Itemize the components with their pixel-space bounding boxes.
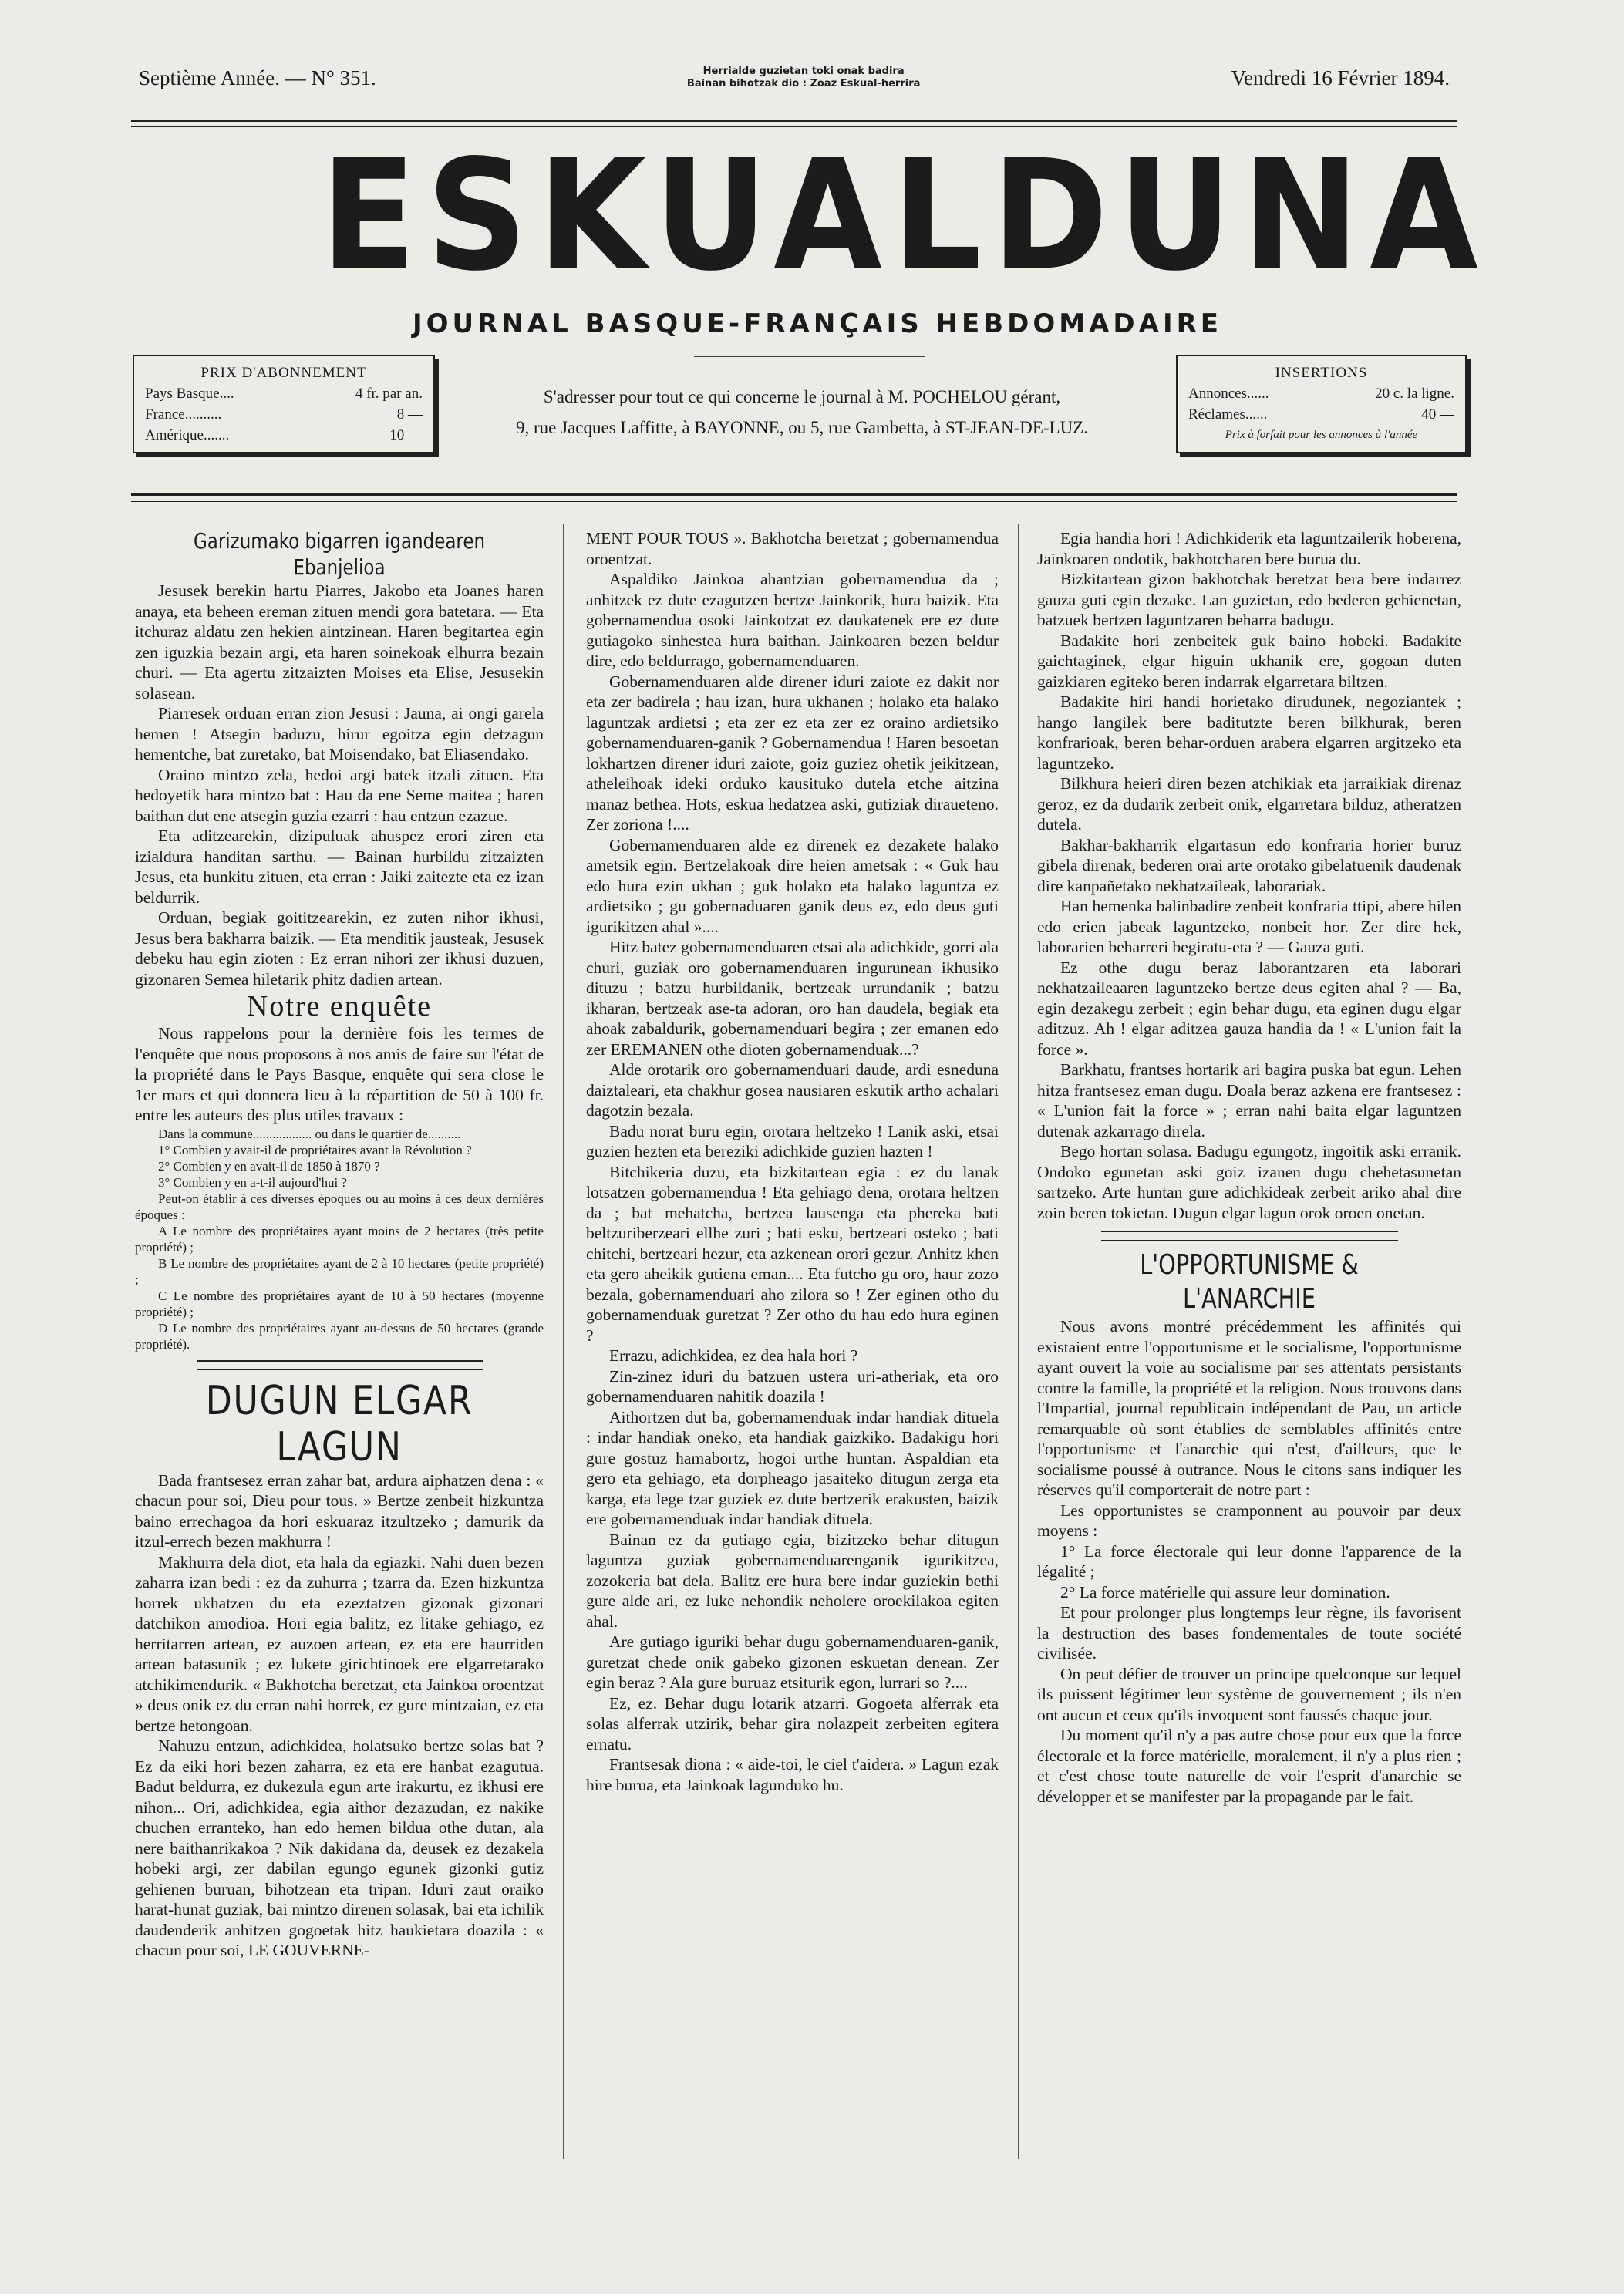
enquete-item: 2° Combien y en avait-il de 1850 à 1870 ? <box>158 1158 380 1174</box>
article-paragraph: Aspaldiko Jainkoa ahantzian gobernamendua da ; anhitzek ez dute ezagutzen bertze Jainkorik, hura baizik. Eta gobernamendua osoki Jainkotzat ez daukatenek ere ez dute gutiagoko sinhestea hura baithan. Jainkoaren bezen beldur dire, edo beldurrago, gobernamenduaren. <box>586 570 999 670</box>
sub-value: 8 — <box>396 406 423 423</box>
section-ornament <box>1101 1231 1398 1241</box>
address-line-1: S'adresser pour tout ce qui concerne le journal à M. POCHELOU gérant, <box>543 387 1061 406</box>
article-paragraph: Egia handia hori ! Adichkiderik eta laguntzailerik hoberena, Jainkoaren ondotik, bakhotcharen bere burua du. <box>1037 529 1461 568</box>
article-paragraph: Gobernamenduaren alde direner iduri zaiote ez dakit nor eta zer badirela ; hau izan, hura ukhanen ; holako eta halako laguntzak ardietsi ; eta zer ez eta zer ez oraino ardietsiko gobernamenduaren-ganik ? Gobernamendua ! Haren besoetan lokhartzen direner iduri zaiote, goiz guziez ohetik jeikitzean, atheleihoak ideki orduko kausituko dutela etche aitzina manaz bethea. Hots, eskua hedatzea aski, gutiziak diraueteno. Zer zoriona !.... <box>586 672 999 834</box>
lagun-paragraph: Makhurra dela diot, eta hala da egiazki. Nahi duen bezen zaharra izan bedi : ez da zuhurra ; tzarra da. Ezen hizkuntza horrek ukhatzen du eta ezeztatzen gizonak gizonari datchikon amodioa. Hori egia balitz, ez litake gehiago, ez herritarren artean, ez auzoen artean, ez eta ere haurriden artean batasunik ; ez lukete girichtinoek ere elgarretarako atchikimendurik. « Bakhotcha beretzat, eta Jainkoa oroentzat » deus onik ez du erran nahi horrek, ez gure mintzaian, ez eta bertze hetongoan. <box>135 1552 544 1735</box>
gospel-paragraph: Orduan, begiak goititzearekin, ez zuten nihor ikhusi, Jesus bera bakharra baizik. — Eta menditik jausteak, Jesusek debeku hau egin zioten : Ez erran nihori zer ikhusi duzuen, gizonaren Semea hiletarik phitz dadien artean. <box>135 908 544 989</box>
article-paragraph: Han hemenka balinbadire zenbeit konfraria ttipi, abere hilen edo erien jabeak laguntzeko, nonbeit hor. Zer dire hek, laborarien beharreri begiratu-eta ? — Gauza guti. <box>1037 897 1461 956</box>
gospel-paragraph: Eta aditzearekin, dizipuluak ahuspez erori ziren eta izialdura handitan sarthu. — Bainan hurbildu zitzaizten Jesus, eta hunkitu zituen, eta erran : Jaiki zaitezte eta ez izan beldurrik. <box>135 827 544 907</box>
column-2 <box>586 528 999 1795</box>
address-line-2: 9, rue Jacques Laffitte, à BAYONNE, ou 5, rue Gambetta, à ST-JEAN-DE-LUZ. <box>516 418 1088 437</box>
enquete-intro: Nous rappelons pour la dernière fois les termes de l'enquête que nous proposons à nos amis de faire sur l'état de la propriété dans le Pays Basque, enquête qui sera close le 1er mars et qui donnera lieu à la répartition de 50 à 100 fr. entre les auteurs des plus utiles travaux : <box>135 1024 544 1124</box>
article-paragraph: Bilkhura heieri diren bezen atchikiak eta jarraikiak direnaz geroz, ez da dudarik zerbeit onik, elgarretara bilduz, atheratzen dutela. <box>1037 774 1461 834</box>
ins-value: 40 — <box>1421 406 1454 423</box>
motto-line-2: Bainan bihotzak dio : Zoaz Eskual-herrira <box>686 78 921 89</box>
enquete-item: C Le nombre des propriétaires ayant de 10 à 50 hectares (moyenne propriété) ; <box>135 1288 544 1319</box>
sub-label: Pays Basque.... <box>145 386 234 402</box>
article-paragraph: Are gutiago iguriki behar dugu gobernamenduaren-ganik, guretzat chede onik gabeko gizonen eskuetan denean. Zer egin beraz ? Ala gure buruaz etsiturik egon, lurrari so ?.... <box>586 1632 999 1692</box>
article-paragraph: Frantsesak diona : « aide-toi, le ciel t'aidera. » Lagun ezak hire burua, eta Jainkoak lagunduko hu. <box>586 1755 999 1794</box>
article-paragraph: Gobernamenduaren alde ez direnek ez dezakete halako ametsik egin. Bertzelakoak dire heien ametsak : « Guk hau edo hura ezin ukhan ; guk holako eta halako laguntza ez ardietsiko ; gu gobernaduaren ganik deus ez, edo deus guti igurikitzen ahal ».... <box>586 835 999 936</box>
anarchie-paragraph: Et pour prolonger plus longtemps leur règne, ils favorisent la destruction des bases fondementales de toute société civilisée. <box>1037 1603 1461 1662</box>
anarchie-paragraph: 1° La force électorale qui leur donne l'apparence de la légalité ; <box>1037 1541 1461 1581</box>
header-rule <box>131 120 1457 122</box>
anarchie-paragraph: Du moment qu'il n'y a pas autre chose pour eux que la force électorale et la force matérielle, moralement, il n'y a plus rien ; et c'est chose toute naturelle de voir l'esprit d'anarchie se développer et se manifester par la propagande par le fait. <box>1037 1726 1461 1806</box>
sub-value: 4 fr. par an. <box>355 386 423 402</box>
ins-value: 20 c. la ligne. <box>1375 386 1454 402</box>
anarchie-heading: L'OPPORTUNISME & L'ANARCHIE <box>1140 1249 1359 1315</box>
insertions-row <box>1188 383 1454 404</box>
article-paragraph: Badakite hori zenbeitek guk baino hobeki. Badakite gaichtaginek, elgar higuin ukhanik ere, gogoan duten gaizkiaren egiteko beren indarrak elgarretara biltzen. <box>1037 631 1461 691</box>
article-paragraph: Hitz batez gobernamenduaren etsai ala adichkide, gorri ala churi, guziak oro gobernamenduaren ingurunean ikhusiko dituzu ; batzu hurbildanik, bertzeak urrundanik ; batzu ikharan, bertzeak ase-ta adoran, oro han daudela, begiak eta ahoak zabaldurik, gobernamenduari begira ; zer emanen edo zer EREMANEN othe dioten gobernamenduak...? <box>586 938 999 1059</box>
anarchie-paragraph: 2° La force matérielle qui assure leur domination. <box>1060 1582 1390 1602</box>
lagun-paragraph: Nahuzu entzun, adichkidea, holatsuko bertze solas bat ? Ez da eiki hori bezen zaharra, ez eta ere hanbat ezagutua. Badut beldurra, ez dukezula egun arte irakurtu, ez ikhusi ere nihon... Ori, adichkidea, egia aithor dezazudan, ez nakike chuchen erranteko, han edo hemen bildua othe dutan, ala nere baithanrikakoa ? Nik dakidana da, deusek ez dezakela hobeki argi, zer dabilan egungo egunek gizonki gutiz gehienen buruan, bihotzean eta tripan. Iduri zaut oraiko harat-hunat guziak, bai mintzo direnen solasak, bai eta ichilik daudenderik anhitzen gogoetak hitz haukietara doazila : « chacun pour soi, LE GOUVERNE- <box>135 1737 544 1959</box>
enquete-item: 3° Combien y en a-t-il aujourd'hui ? <box>158 1174 347 1190</box>
enquete-heading: Notre enquête <box>246 990 433 1022</box>
article-paragraph: Errazu, adichkidea, ez dea hala hori ? <box>609 1346 858 1365</box>
issue-date: Vendredi 16 Février 1894. <box>1231 66 1450 89</box>
masthead-title: ESKUALDUNA <box>320 126 1488 305</box>
sub-value: 10 — <box>389 427 423 443</box>
article-paragraph: Ez, ez. Behar dugu lotarik atzarri. Gogoeta alferrak eta solas alferrak utzirik, behar gira nolazpeit zerbeiten egitera ernatu. <box>586 1693 999 1753</box>
article-paragraph: Bego hortan solasa. Badugu egungotz, ingoitik aski erranik. Ondoko egunetan aski goiz izanen dugu chehetasunetan sartzeko. Arte huntan gure adichkideak zerbeit ariko ahal dire zoin beren tokietan. Dugun elgar lagun orok oroen onetan. <box>1037 1142 1461 1222</box>
subscription-row <box>145 425 423 446</box>
anarchie-paragraph: On peut défier de trouver un principe quelconque sur lequel ils puissent légitimer leur système de gouvernement ; ils n'en ont aucun et ceux qu'ils invoquent sont faussés chaque jour. <box>1037 1664 1461 1724</box>
article-paragraph: Zin-zinez iduri du batzuen ustera uri-atheriak, eta oro gobernamenduaren nahitik doazila ! <box>586 1366 999 1406</box>
article-paragraph: Bizkitartean gizon bakhotchak beretzat bera bere indarrez gauza guti egin dezake. Lan guzietan, edo bederen gehienetan, batzuek bertzen laguntzaren beharra badugu. <box>1037 570 1461 629</box>
motto <box>687 66 920 90</box>
column-divider <box>1018 524 1019 2159</box>
column-3 <box>1037 528 1461 1807</box>
motto-line-1: Herrialde guzietan toki onak badira <box>702 66 905 77</box>
enquete-item: Peut-on établir à ces diverses époques ou au moins à ces deux dernières époques : <box>135 1191 544 1222</box>
lagun-heading: DUGUN ELGAR LAGUN <box>205 1377 473 1470</box>
lagun-paragraph: Bada frantsesez erran zahar bat, ardura aiphatzen dena : « chacun pour soi, Dieu pour tous. » Bertze zenbeit hizkuntza baino errechagoa da hori eskuaraz itzultzeko ; damurik da itzul-errech bezen makhurra ! <box>135 1470 544 1551</box>
gospel-paragraph: Piarresek orduan erran zion Jesusi : Jauna, ai ongi garela hemen ! Atsegin baduzu, hirur egoitza egin detzagun hementche, bat zuretako, bat Moisendako, bat Eliasendako. <box>135 704 544 763</box>
gospel-paragraph: Oraino mintzo zela, hedoi argi batek itzali zituen. Eta hedoyetik hara mintzo bat : Hau da ene Seme maitea ; haren baithan dut ene atsegin guzia ezarri : hau entzun ezazue. <box>135 765 544 825</box>
column-1 <box>135 528 544 1961</box>
masthead-subtitle: JOURNAL BASQUE-FRANÇAIS HEBDOMADAIRE <box>412 308 1223 339</box>
article-paragraph: Alde orotarik oro gobernamenduari daude, ardi esneduna daiztaleari, eta chakhur gosea nausiaren eskutik artho achalari dagotzin bezala. <box>586 1060 999 1120</box>
article-paragraph: Barkhatu, frantses hortarik ari bagira puska bat egun. Lehen hitza frantsesez eman dugu. Doala beraz azkena ere frantsesez : « L'union fait la force » ; erran nahi baita elgar laguntzen dutenak azkarrago direla. <box>1037 1060 1461 1140</box>
subscription-row <box>145 383 423 404</box>
subscription-head: PRIX D'ABONNEMENT <box>200 365 367 381</box>
address-block <box>432 382 1172 443</box>
insertions-box <box>1176 355 1467 453</box>
subtitle-ornament <box>694 356 925 357</box>
gospel-paragraph: Jesusek berekin hartu Piarres, Jakobo eta Joanes haren anaya, eta beheen ereman zituen mendi gora batetara. — Eta itchuraz aldatu zen hekien aintzinean. Haren begitartea egin zen iguzkia bezain argi, eta haren soinekoak elhurra bezain churi. — Eta agertu zitzaizten Moises eta Elise, Jesusekin solasean. <box>135 581 544 702</box>
enquete-item: B Le nombre des propriétaires ayant de 2 à 10 hectares (petite propriété) ; <box>135 1255 544 1287</box>
insertions-note: Prix à forfait pour les annonces à l'année <box>1225 429 1418 441</box>
subscription-box <box>133 355 435 453</box>
article-paragraph: MENT POUR TOUS ». Bakhotcha beretzat ; gobernamendua oroentzat. <box>586 529 999 568</box>
insertions-head: INSERTIONS <box>1275 365 1368 381</box>
article-paragraph: Ez othe dugu beraz laborantzaren eta laborari nekhatzaileaaren laguntzeko bertze deus egiten ahal ? — Ba, egin dezakegu zerbeit ; egin behar dugu, eta eginen dugu elgar aditzuz. Ah ! elgar aditzea gauza handia da ! « L'union fait la force ». <box>1037 958 1461 1059</box>
article-paragraph: Bakhar-bakharrik elgartasun edo konfraria horier buruz gibela direnak, bederen orai arte orotako gibelatuenik daudenak dire kanpañetako nekhatzaileak, laborariak. <box>1037 835 1461 895</box>
anarchie-paragraph: Les opportunistes se cramponnent au pouvoir par deux moyens : <box>1037 1501 1461 1540</box>
enquete-item: Dans la commune.................. ou dans le quartier de.......... <box>158 1126 461 1141</box>
issue-line <box>139 66 1450 90</box>
anarchie-paragraph: Nous avons montré précédemment les affinités qui existaient entre l'opportunisme et le socialisme, l'opportunisme ayant ouvert la voie au socialisme par ses attentats persistants contre la famille, la propriété et la religion. Nous trouvons dans l'Impartial, journal republicain indépendant de Pau, un article remarquable où sont établies de semblables affinités entre l'opportunisme et l'anarchie qui n'est, d'ailleurs, que le socialisme poussé à outrance. Nous le citons sans indiquer les réserves qu'il comporterait de notre part : <box>1037 1317 1461 1499</box>
article-paragraph: Badakite hiri handi horietako dirudunek, negoziantek ; hango langilek bere baditutzte beren bilkhurak, beren konfrarioak, beren behar-orduen arabera elgarren argitzeko eta laguntzeko. <box>1037 692 1461 773</box>
masthead-rule-thin <box>131 501 1457 502</box>
ins-label: Annonces...... <box>1188 386 1269 402</box>
subscription-row <box>145 404 423 425</box>
enquete-item: 1° Combien y avait-il de propriétaires avant la Révolution ? <box>158 1142 472 1157</box>
enquete-item: D Le nombre des propriétaires ayant au-dessus de 50 hectares (grande propriété). <box>135 1320 544 1352</box>
sub-label: France.......... <box>145 406 222 423</box>
insertions-row <box>1188 404 1454 425</box>
article-paragraph: Bainan ez da gutiago egia, bizitzeko behar ditugun laguntza guziak gobernamenduarenganik igurikitzea, zozokeria bat dela. Balitz ere hura bere indar guziekin bethi gure alde ari, ez luke nehondik neholere oroekilakoa egiten ahal. <box>586 1530 999 1631</box>
article-paragraph: Aithortzen dut ba, gobernamenduak indar handiak dituela : indar handiak oneko, eta handiak gaizkiko. Badakigu hori gure gostuz hamabortz, hogoi urthe huntan. Aspaldian eta gero eta gehiago, eta dorpheago jasaiteko ditugun zerga eta karga, eta lege tzar guziek ez dute bertzerik erakusten, baizik ere gobernamenduak indar handiak dituela. <box>586 1407 999 1528</box>
issue-number: Septième Année. — N° 351. <box>139 66 376 89</box>
enquete-item: A Le nombre des propriétaires ayant moins de 2 hectares (très petite propriété) ; <box>135 1223 544 1255</box>
section-ornament <box>197 1360 483 1370</box>
article-paragraph: Bitchikeria duzu, eta bizkitartean egia : ez du lanak lotsatzen gobernamendua ! Eta gehiago dena, orotara heltzen da ; bat mehatcha, bertzea lausenga eta phereka bati beltzuriberzeari ellhe zuri ; bati esku, bertzeari osteko ; bati chitchi, bertzeari hezur, eta azkenean orori gezur. Anhitz khen eta gero aheikik gutiena eman.... Eta futcho gu oro, haur zozo bezala, gobernamenduari aho zilora so ! Zer eginen otho du gobernamenduak guretzat ? Zer otho du hau edo hura eginen ? <box>586 1162 999 1345</box>
article-paragraph: Badu norat buru egin, orotara heltzeko ! Lanik aski, etsai guzien hezten eta bereziki adichkide guzien hazten ! <box>586 1121 999 1160</box>
sub-label: Amérique....... <box>145 427 230 443</box>
gospel-heading: Garizumako bigarren igandearen Ebanjelioa <box>193 528 486 580</box>
column-divider <box>563 524 564 2159</box>
masthead-rule <box>131 493 1457 496</box>
ins-label: Réclames...... <box>1188 406 1268 423</box>
